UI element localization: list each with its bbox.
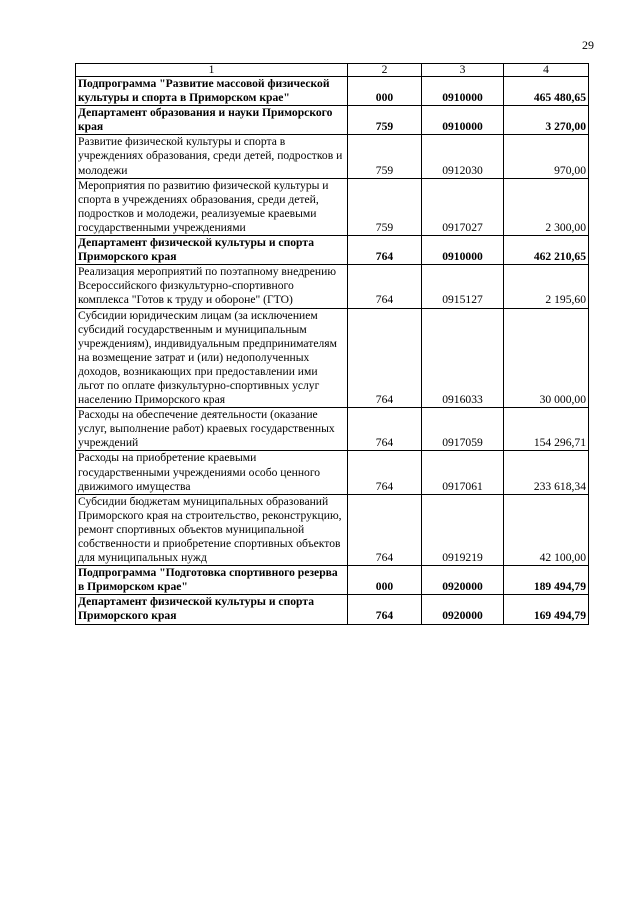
row-amount-cell: 465 480,65 xyxy=(504,77,589,106)
row-name-cell: Мероприятия по развитию физической культуры и спорта в учреждениях образования, среди детей, подростков и молодежи, реализуемые краевыми государственными учреждениями xyxy=(76,178,348,235)
column-header: 3 xyxy=(422,64,504,77)
row-code-cell: 000 xyxy=(348,566,422,595)
row-target-code-cell: 0920000 xyxy=(422,595,504,624)
table-row xyxy=(76,408,589,451)
column-header: 2 xyxy=(348,64,422,77)
row-target-code-cell: 0912030 xyxy=(422,135,504,178)
row-name-cell: Департамент физической культуры и спорта Приморского края xyxy=(76,595,348,624)
row-amount-cell: 2 195,60 xyxy=(504,265,589,308)
row-amount-cell: 462 210,65 xyxy=(504,236,589,265)
row-code-cell: 764 xyxy=(348,408,422,451)
row-amount-cell: 169 494,79 xyxy=(504,595,589,624)
row-code-cell: 000 xyxy=(348,77,422,106)
row-target-code-cell: 0910000 xyxy=(422,106,504,135)
table-row xyxy=(76,236,589,265)
row-target-code-cell: 0917059 xyxy=(422,408,504,451)
row-target-code-cell: 0910000 xyxy=(422,236,504,265)
table-header-row xyxy=(76,64,589,77)
row-target-code-cell: 0915127 xyxy=(422,265,504,308)
row-target-code-cell: 0917027 xyxy=(422,178,504,235)
row-code-cell: 759 xyxy=(348,178,422,235)
row-name-cell: Департамент физической культуры и спорта Приморского края xyxy=(76,236,348,265)
row-code-cell: 764 xyxy=(348,308,422,408)
budget-table xyxy=(75,63,589,625)
row-target-code-cell: 0920000 xyxy=(422,566,504,595)
table-row xyxy=(76,494,589,565)
row-amount-cell: 30 000,00 xyxy=(504,308,589,408)
table-row xyxy=(76,308,589,408)
row-code-cell: 764 xyxy=(348,236,422,265)
row-amount-cell: 970,00 xyxy=(504,135,589,178)
table-row xyxy=(76,135,589,178)
row-amount-cell: 233 618,34 xyxy=(504,451,589,494)
row-target-code-cell: 0910000 xyxy=(422,77,504,106)
row-name-cell: Субсидии юридическим лицам (за исключением субсидий государственным и муниципальным учреждениям), индивидуальным предпринимателям на возмещение затрат и (или) недополученных доходов, возникающих при предоставлении ими льгот по оплате физкультурно-спортивных услуг населению Приморского края xyxy=(76,308,348,408)
row-amount-cell: 42 100,00 xyxy=(504,494,589,565)
column-header: 4 xyxy=(504,64,589,77)
table-row xyxy=(76,178,589,235)
row-code-cell: 759 xyxy=(348,106,422,135)
row-code-cell: 764 xyxy=(348,265,422,308)
table-row xyxy=(76,265,589,308)
table-row xyxy=(76,77,589,106)
row-name-cell: Департамент образования и науки Приморского края xyxy=(76,106,348,135)
row-name-cell: Субсидии бюджетам муниципальных образований Приморского края на строительство, реконструкцию, ремонт спортивных объектов муниципальной собственности и приобретение спортивных объектов для муниципальных нужд xyxy=(76,494,348,565)
page-number: 29 xyxy=(582,38,594,52)
row-name-cell: Реализация мероприятий по поэтапному внедрению Всероссийского физкультурно-спортивного комплекса "Готов к труду и обороне" (ГТО) xyxy=(76,265,348,308)
column-header: 1 xyxy=(76,64,348,77)
row-name-cell: Подпрограмма "Подготовка спортивного резерва в Приморском крае" xyxy=(76,566,348,595)
row-amount-cell: 2 300,00 xyxy=(504,178,589,235)
table-row xyxy=(76,566,589,595)
row-name-cell: Расходы на приобретение краевыми государственными учреждениями особо ценного движимого имущества xyxy=(76,451,348,494)
row-amount-cell: 154 296,71 xyxy=(504,408,589,451)
row-target-code-cell: 0917061 xyxy=(422,451,504,494)
row-code-cell: 764 xyxy=(348,595,422,624)
table-row xyxy=(76,106,589,135)
table-row xyxy=(76,595,589,624)
row-code-cell: 764 xyxy=(348,494,422,565)
row-target-code-cell: 0916033 xyxy=(422,308,504,408)
row-name-cell: Расходы на обеспечение деятельности (оказание услуг, выполнение работ) краевых государственных учреждений xyxy=(76,408,348,451)
row-amount-cell: 189 494,79 xyxy=(504,566,589,595)
row-code-cell: 759 xyxy=(348,135,422,178)
row-code-cell: 764 xyxy=(348,451,422,494)
table-row xyxy=(76,451,589,494)
row-target-code-cell: 0919219 xyxy=(422,494,504,565)
row-name-cell: Развитие физической культуры и спорта в учреждениях образования, среди детей, подростков и молодежи xyxy=(76,135,348,178)
row-name-cell: Подпрограмма "Развитие массовой физической культуры и спорта в Приморском крае" xyxy=(76,77,348,106)
row-amount-cell: 3 270,00 xyxy=(504,106,589,135)
